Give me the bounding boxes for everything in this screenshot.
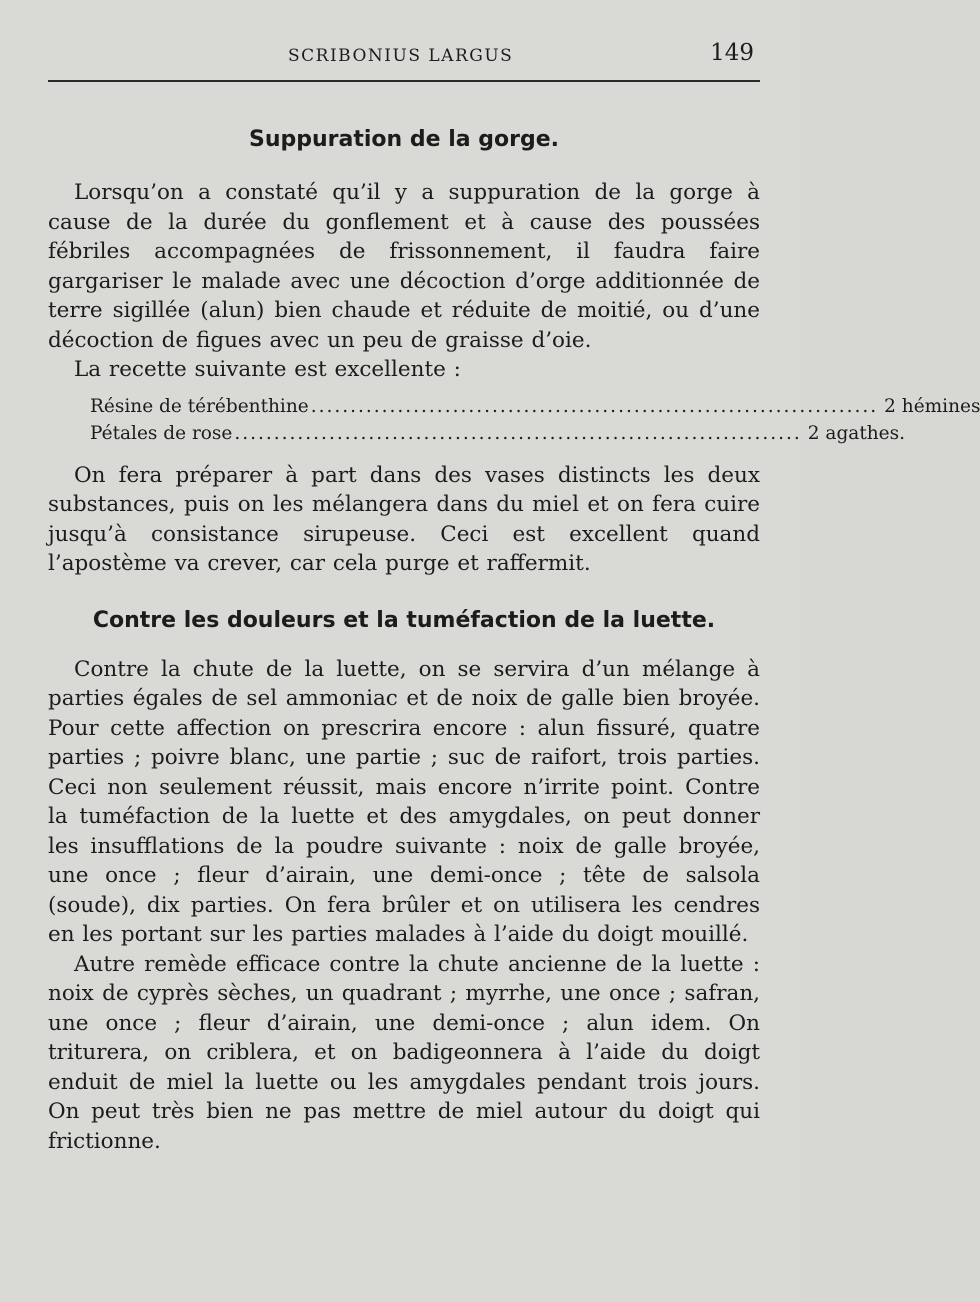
paragraph: Contre la chute de la luette, on se servira d’un mélange à parties égales de sel ammoniac et de noix de galle bien broyée. Pour cette affection on prescrira encore : alun fissuré, quatre parties ; poivre blanc, une partie ; suc de raifort, trois parties. Ceci non seulement réussit, mais encore n’irrite point. Contre la tuméfaction de la luette et des amygdales, on peut donner les insufflations de la poudre suivante : noix de galle broyée, une once ; fleur d’airain, une demi-once ; tête de salsola (soude), dix parties. On fera brûler et on utilisera les cendres en les portant sur les parties malades à l’aide du doigt mouillé. [48, 656, 760, 947]
dot-leader: ........................................................................ [234, 422, 802, 444]
recipe-item [90, 393, 980, 420]
recipe-ingredient: Résine de térébenthine [90, 395, 309, 417]
paragraph: On fera préparer à part dans des vases distincts les deux substances, puis on les mélangera dans du miel et on fera cuire jusqu’à consistance sirupeuse. Ceci est excellent quand l’apostème va crever, car cela purge et raffermit. [48, 462, 760, 576]
header-rule [48, 80, 760, 82]
section-title-suppuration: Suppuration de la gorge. [249, 127, 559, 152]
running-title: SCRIBONIUS LARGUS [288, 46, 514, 66]
recipe-ingredient: Pétales de rose [90, 422, 233, 444]
dot-leader: ........................................................................ [310, 395, 879, 417]
recipe-quantity: 2 agathes. [807, 422, 906, 444]
recipe-item [90, 420, 906, 447]
page-header [48, 40, 760, 74]
paragraph: Autre remède efficace contre la chute ancienne de la luette : noix de cyprès sèches, un quadrant ; myrrhe, une once ; safran, une once ; fleur d’airain, une demi-once ; alun idem. On triturera, on criblera, et on badigeonnera à l’aide du doigt enduit de miel la luette ou les amygdales pendant trois jours. On peut très bien ne pas mettre de miel autour du doigt qui frictionne. [48, 951, 760, 1154]
recipe-quantity: 2 hémines [884, 395, 980, 417]
page-body [48, 124, 980, 1156]
recipe-list [90, 393, 980, 447]
paragraph: Lorsqu’on a constaté qu’il y a suppuration de la gorge à cause de la durée du gonflement et à cause des poussées fébriles accompagnées de frissonnement, il faudra faire gargariser le malade avec une décoction d’orge additionnée de terre sigillée (alun) bien chaude et réduite de moitié, ou d’une décoction de figues avec un peu de graisse d’oie. [48, 180, 760, 353]
page-number: 149 [710, 40, 754, 66]
section-title-luette: Contre les douleurs et la tuméfaction de la luette. [92, 607, 716, 633]
paragraph: La recette suivante est excellente : [74, 357, 461, 382]
